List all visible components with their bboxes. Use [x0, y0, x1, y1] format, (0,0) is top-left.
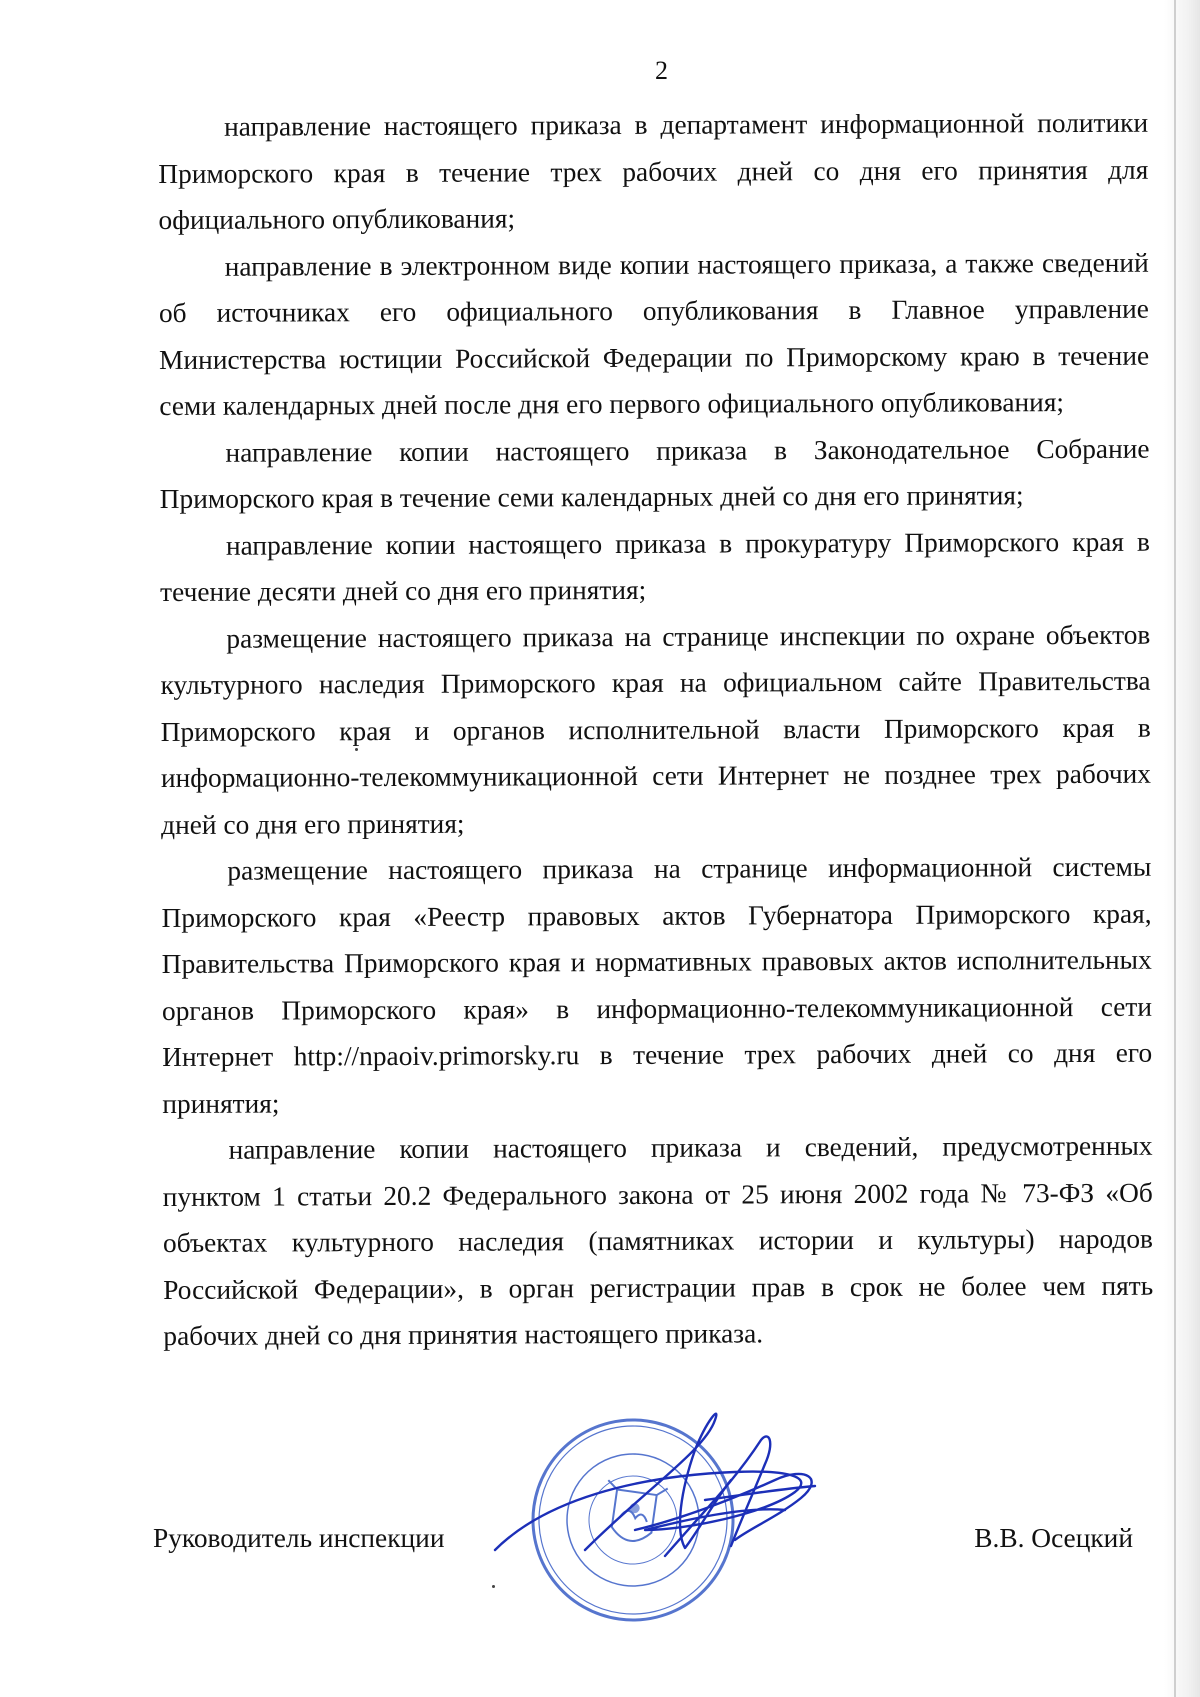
scan-speck: [492, 1585, 495, 1588]
paragraph-prosecutor: направление копии настоящего приказа в прокуратуру Приморского края в течение десяти дней со дня его принятия;: [160, 526, 1150, 607]
document-body: [158, 100, 1153, 1360]
scan-edge: [1174, 0, 1176, 1697]
official-stamp: [485, 1380, 905, 1640]
stamp-svg: [485, 1380, 905, 1640]
paragraph-info-policy: направление настоящего приказа в департамент информационной политики Приморского края в течение трех рабочих дней со дня его принятия для официального опубликования;: [158, 107, 1149, 235]
handwritten-signature: [495, 1414, 815, 1556]
scan-speck: [355, 748, 358, 751]
paragraph-inspection-site: размещение настоящего приказа на странице инспекции по охране объектов культурного наследия Приморского края на официальном сайте Правительства Приморского края и органов исполнительной власти Приморского края в информационно-телекоммуникационной сети Интернет не позднее трех рабочих дней со дня его принятия;: [160, 619, 1151, 840]
signer-name: В.В. Осецкий: [974, 1523, 1133, 1553]
page-number: 2: [655, 56, 668, 85]
signer-title: Руководитель инспекции: [153, 1523, 445, 1553]
paragraph-justice-ministry: направление в электронном виде копии настоящего приказа, а также сведений об источниках его официального опубликования в Главное управление Министерства юстиции Российской Федерации по Приморскому краю в течение семи календарных дней после дня его первого официального опубликования;: [158, 247, 1150, 421]
paragraph-registry-system: размещение настоящего приказа на странице информационной системы Приморского края «Реестр правовых актов Губернатора Приморского края, Правительства Приморского края и нормативных правовых актов исполнительных органов Приморского края» в информационно-телекоммуникационной сети Интернет http://npaoiv.primorsky.ru в течение трех рабочих дней со дня его принятия;: [161, 851, 1153, 1119]
paragraph-registration-authority: направление копии настоящего приказа и сведений, предусмотренных пунктом 1 статьи 20.2 Федерального закона от 25 июня 2002 года № 73-ФЗ «Об объектах культурного наследия (памятниках истории и культуры) народов Российской Федерации», в орган регистрации прав в срок не более чем пять рабочих дней со дня принятия настоящего приказа.: [162, 1130, 1154, 1351]
paragraph-legislative-assembly: направление копии настоящего приказа в Законодательное Собрание Приморского края в течение семи календарных дней со дня его принятия;: [159, 433, 1150, 514]
